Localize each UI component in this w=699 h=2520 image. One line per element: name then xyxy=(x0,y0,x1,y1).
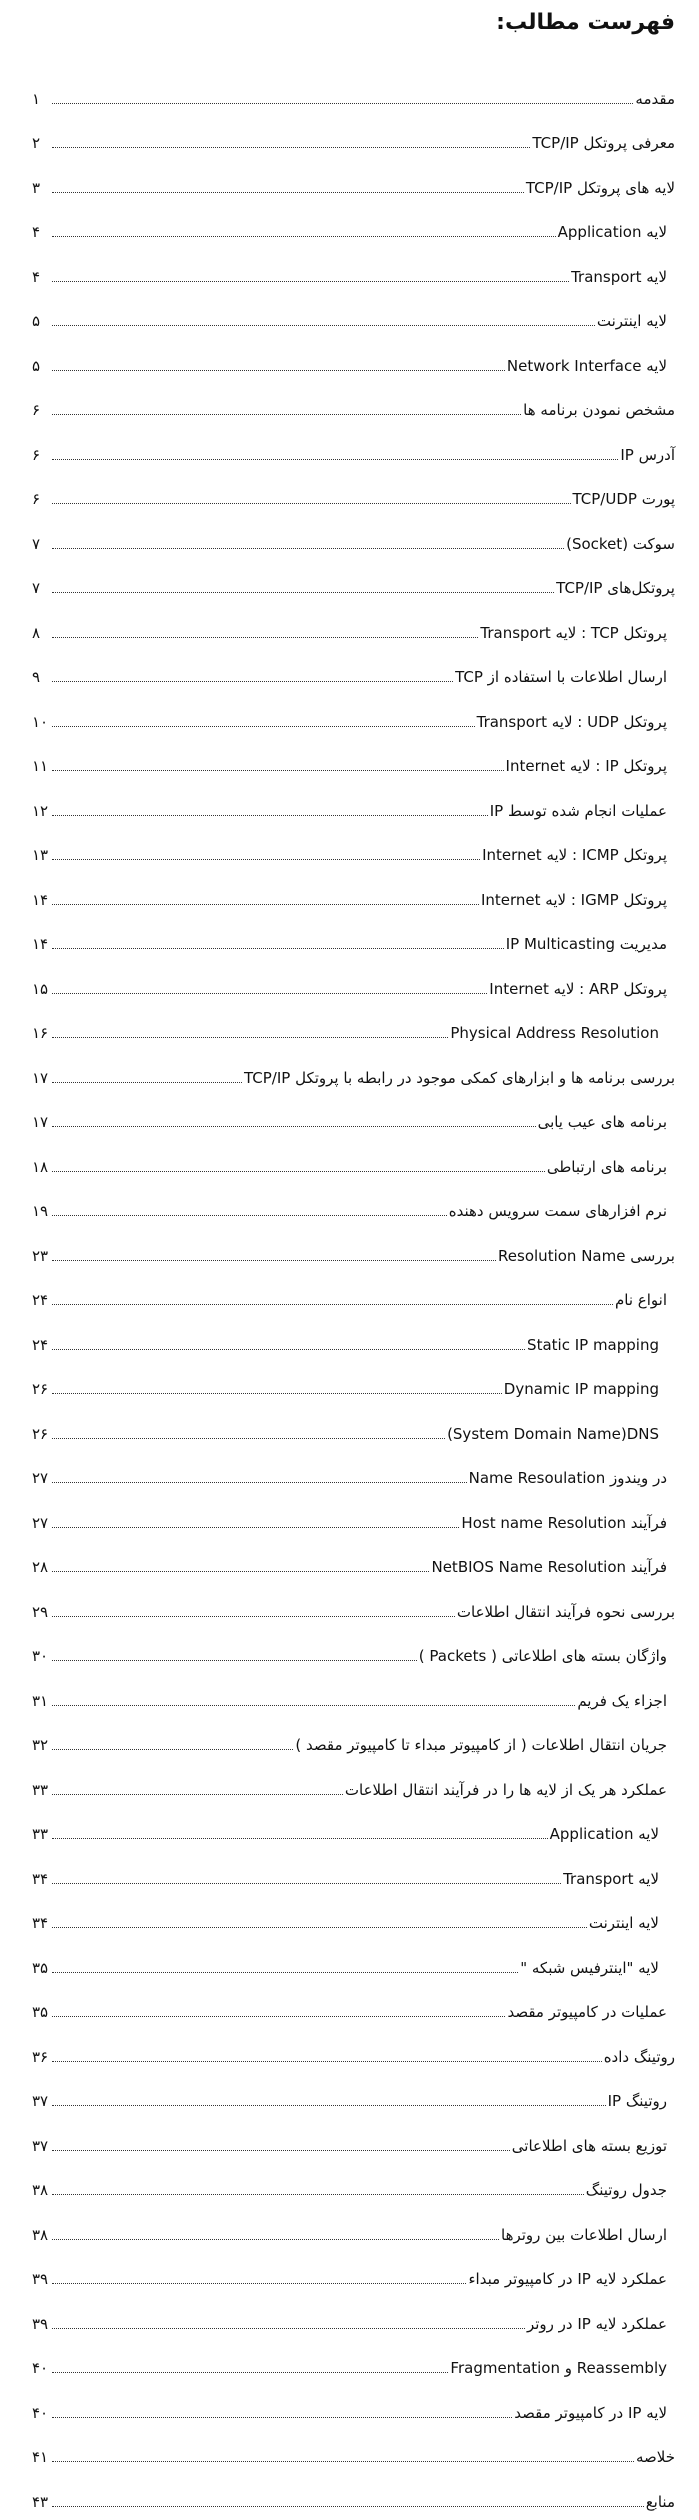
toc-entry-page-number: ۱۳ xyxy=(32,846,49,864)
dot-leader xyxy=(52,1883,561,1884)
toc-entry[interactable] xyxy=(32,695,675,740)
toc-entry-page-number: ۸ xyxy=(32,623,41,642)
dot-leader xyxy=(52,948,504,949)
dot-leader xyxy=(52,637,478,638)
toc-entry-page-number: ۱۶ xyxy=(32,1024,49,1042)
toc-entry[interactable] xyxy=(32,206,675,251)
toc-entry-page-number: ۳۴ xyxy=(32,1914,49,1932)
toc-entry-page-number: ۶ xyxy=(32,490,41,508)
toc-entry[interactable] xyxy=(32,2075,675,2120)
toc-entry[interactable] xyxy=(32,829,675,874)
toc-entry-page-number: ۱۷ xyxy=(32,1113,49,1131)
toc-entry[interactable] xyxy=(32,2431,675,2476)
toc-entry-page-number: ۳۸ xyxy=(32,2181,49,2199)
dot-leader xyxy=(52,503,571,504)
dot-leader xyxy=(52,1037,448,1038)
toc-list xyxy=(32,72,675,2520)
toc-entry-title: جریان انتقال اطلاعات ( از کامپیوتر مبداء تا کامپیوتر مقصد ) xyxy=(295,1736,667,1754)
dot-leader xyxy=(52,2506,644,2507)
toc-entry-page-number: ۲۹ xyxy=(32,1602,49,1621)
toc-entry-page-number: ۳۳ xyxy=(32,1825,49,1843)
toc-entry[interactable] xyxy=(32,784,675,829)
dot-leader xyxy=(52,1393,502,1394)
dot-leader xyxy=(52,1660,417,1661)
toc-entry-page-number: ۱۱ xyxy=(32,757,49,775)
toc-entry-title: واژگان بسته های اطلاعاتی ( Packets ) xyxy=(418,1647,667,1665)
toc-entry-page-number: ۲۳ xyxy=(32,1246,49,1265)
dot-leader xyxy=(52,1171,545,1172)
dot-leader xyxy=(52,236,556,237)
toc-entry[interactable] xyxy=(32,1007,675,1052)
dot-leader xyxy=(52,2372,448,2373)
toc-entry[interactable] xyxy=(32,740,675,785)
toc-entry-page-number: ۳۴ xyxy=(32,1869,49,1888)
toc-entry-page-number: ۴۱ xyxy=(32,2448,49,2466)
toc-entry-title: پروتکل ICMP : لایه Internet xyxy=(482,846,667,864)
toc-entry-title: پروتکل IP : لایه Internet xyxy=(505,757,667,775)
dot-leader xyxy=(52,1749,293,1750)
dot-leader xyxy=(52,2194,584,2195)
toc-entry-page-number: ۱۸ xyxy=(32,1157,49,1176)
toc-entry-page-number: ۲۴ xyxy=(32,1335,49,1354)
toc-entry[interactable] xyxy=(32,1407,675,1452)
toc-heading: فهرست مطالب: xyxy=(496,10,675,35)
toc-entry-page-number: ۳۹ xyxy=(32,2270,49,2288)
toc-entry-title: عملکرد هر یک از لایه ها را در فرآیند انتقال اطلاعات xyxy=(344,1780,667,1799)
dot-leader xyxy=(52,1082,242,1083)
toc-entry-page-number: ۱۹ xyxy=(32,1202,49,1220)
toc-entry-title: آدرس IP xyxy=(620,445,675,464)
toc-entry-title: عملکرد لایه IP در روتر xyxy=(526,2314,667,2333)
toc-entry-page-number: ۱۴ xyxy=(32,935,49,953)
dot-leader xyxy=(52,1438,445,1439)
dot-leader xyxy=(52,681,453,682)
dot-leader xyxy=(52,2417,512,2418)
toc-entry-page-number: ۲۶ xyxy=(32,1380,49,1398)
toc-entry-page-number: ۳۲ xyxy=(32,1736,49,1754)
dot-leader xyxy=(52,2150,510,2151)
toc-entry-page-number: ۶ xyxy=(32,445,41,464)
toc-entry-title: لایه Transport xyxy=(563,1869,659,1888)
toc-entry-page-number: ۲۷ xyxy=(32,1513,49,1532)
toc-entry-page-number: ۳۸ xyxy=(32,2225,49,2244)
toc-entry-title: معرفی پروتکل TCP/IP xyxy=(532,134,675,152)
toc-entry[interactable] xyxy=(32,1630,675,1675)
toc-entry-page-number: ۹ xyxy=(32,668,41,686)
dot-leader xyxy=(52,414,521,415)
toc-entry-title: روتینگ داده xyxy=(603,2047,675,2066)
toc-entry[interactable] xyxy=(32,1852,675,1897)
toc-entry-page-number: ۷ xyxy=(32,579,41,597)
dot-leader xyxy=(52,1571,429,1572)
toc-entry[interactable] xyxy=(32,962,675,1007)
toc-entry-page-number: ۷ xyxy=(32,534,41,553)
toc-entry[interactable] xyxy=(32,1763,675,1808)
toc-entry-page-number: ۳۹ xyxy=(32,2314,49,2333)
toc-entry[interactable] xyxy=(32,428,675,473)
toc-entry[interactable] xyxy=(32,161,675,206)
toc-entry-title: لایه Transport xyxy=(571,267,667,286)
toc-entry-title: لایه Application xyxy=(557,223,667,241)
toc-entry-page-number: ۲۸ xyxy=(32,1558,49,1576)
toc-entry-page-number: ۵ xyxy=(32,356,41,375)
dot-leader xyxy=(52,1705,575,1706)
toc-entry-title: اجزاء یک فریم xyxy=(577,1691,667,1710)
dot-leader xyxy=(52,281,569,282)
toc-entry-title: توزیع بسته های اطلاعاتی xyxy=(511,2136,667,2155)
toc-entry-page-number: ۲۶ xyxy=(32,1424,49,1443)
toc-entry-title: عملکرد لایه IP در کامپیوتر مبداء xyxy=(468,2270,667,2288)
toc-entry[interactable] xyxy=(32,517,675,562)
toc-entry[interactable] xyxy=(32,117,675,162)
dot-leader xyxy=(52,1927,587,1928)
toc-entry[interactable] xyxy=(32,2253,675,2298)
toc-entry-page-number: ۳۱ xyxy=(32,1691,49,1710)
toc-entry[interactable] xyxy=(32,2386,675,2431)
toc-entry-page-number: ۴ xyxy=(32,223,41,241)
toc-entry-title: مدیریت IP Multicasting xyxy=(505,935,667,953)
dot-leader xyxy=(52,2328,525,2329)
toc-entry-title: بررسی نحوه فرآیند انتقال اطلاعات xyxy=(456,1602,675,1621)
toc-entry[interactable] xyxy=(32,918,675,963)
toc-entry-title: لایه Network Interface xyxy=(506,356,667,375)
dot-leader xyxy=(52,726,475,727)
toc-entry[interactable] xyxy=(32,1318,675,1363)
toc-entry[interactable] xyxy=(32,873,675,918)
toc-entry[interactable] xyxy=(32,1674,675,1719)
dot-leader xyxy=(52,103,633,104)
dot-leader xyxy=(52,770,504,771)
toc-entry-title: پروتکل ARP : لایه Internet xyxy=(489,979,667,998)
toc-entry-page-number: ۲۴ xyxy=(32,1291,49,1309)
toc-entry[interactable] xyxy=(32,1096,675,1141)
dot-leader xyxy=(52,859,480,860)
dot-leader xyxy=(52,1260,496,1261)
toc-entry[interactable] xyxy=(32,1986,675,2031)
toc-entry[interactable] xyxy=(32,473,675,518)
toc-entry-page-number: ۱۴ xyxy=(32,890,49,909)
toc-entry-page-number: ۲ xyxy=(32,134,41,152)
toc-entry-page-number: ۴۰ xyxy=(32,2403,49,2422)
dot-leader xyxy=(52,2061,602,2062)
dot-leader xyxy=(52,2283,466,2284)
toc-entry-title: بررسی Resolution Name xyxy=(498,1246,675,1265)
toc-entry[interactable] xyxy=(32,2475,675,2520)
toc-entry-title: انواع نام xyxy=(614,1291,667,1309)
toc-entry[interactable] xyxy=(32,2030,675,2075)
toc-entry-page-number: ۴ xyxy=(32,267,41,286)
dot-leader xyxy=(52,370,505,371)
toc-entry[interactable] xyxy=(32,1051,675,1096)
dot-leader xyxy=(52,2461,634,2462)
toc-entry-title: مقدمه xyxy=(635,89,675,108)
toc-entry[interactable] xyxy=(32,2164,675,2209)
toc-entry[interactable] xyxy=(32,1363,675,1408)
toc-entry-title: Name Resoulation در ویندوز xyxy=(468,1469,667,1487)
toc-entry-page-number: ۳۵ xyxy=(32,2003,49,2021)
dot-leader xyxy=(52,1349,525,1350)
toc-entry-title: منابع xyxy=(645,2492,675,2511)
toc-entry-title: برنامه های ارتباطی xyxy=(546,1157,667,1176)
toc-entry-page-number: ۳۰ xyxy=(32,1647,49,1665)
toc-entry[interactable] xyxy=(32,250,675,295)
toc-entry-title: خلاصه xyxy=(635,2448,675,2466)
dot-leader xyxy=(52,459,618,460)
toc-entry[interactable] xyxy=(32,384,675,429)
toc-entry-title: پروتکل UDP : لایه Transport xyxy=(476,712,667,731)
toc-entry[interactable] xyxy=(32,1140,675,1185)
toc-entry[interactable] xyxy=(32,2342,675,2387)
toc-entry[interactable] xyxy=(32,1452,675,1497)
toc-entry-page-number: ۲۷ xyxy=(32,1469,49,1487)
dot-leader xyxy=(52,1527,459,1528)
toc-entry[interactable] xyxy=(32,606,675,651)
dot-leader xyxy=(52,904,479,905)
dot-leader xyxy=(52,993,487,994)
toc-entry-page-number: ۶ xyxy=(32,401,41,419)
toc-entry-page-number: ۳۵ xyxy=(32,1958,49,1977)
toc-entry-title: Dynamic IP mapping xyxy=(503,1380,659,1398)
dot-leader xyxy=(52,1304,613,1305)
toc-entry-title: برنامه های عیب یابی xyxy=(537,1113,667,1131)
toc-entry[interactable] xyxy=(32,2208,675,2253)
toc-entry-page-number: ۳۷ xyxy=(32,2136,49,2155)
dot-leader xyxy=(52,1838,548,1839)
toc-entry-page-number: ۱۰ xyxy=(32,712,49,731)
toc-entry[interactable] xyxy=(32,562,675,607)
dot-leader xyxy=(52,1794,343,1795)
toc-entry-page-number: ۱۷ xyxy=(32,1068,49,1087)
toc-entry-title: روتینگ IP xyxy=(607,2092,667,2110)
toc-entry[interactable] xyxy=(32,339,675,384)
toc-entry-title: پروتکل‌های TCP/IP xyxy=(556,579,675,597)
toc-entry-title: لایه "اینترفیس شبکه " xyxy=(520,1958,659,1977)
dot-leader xyxy=(52,147,530,148)
toc-entry[interactable] xyxy=(32,1541,675,1586)
dot-leader xyxy=(52,1126,536,1127)
toc-entry[interactable] xyxy=(32,1897,675,1942)
toc-entry-title: Physical Address Resolution xyxy=(450,1024,659,1042)
dot-leader xyxy=(52,325,595,326)
toc-entry-title: عملیات در کامپیوتر مقصد xyxy=(507,2003,667,2021)
toc-entry[interactable] xyxy=(32,295,675,340)
dot-leader xyxy=(52,2239,499,2240)
dot-leader xyxy=(52,1482,467,1483)
toc-entry-title: Fragmentation و Reassembly xyxy=(450,2359,667,2377)
toc-entry-title: مشخص نمودن برنامه ها xyxy=(523,401,675,419)
toc-entry-page-number: ۳۶ xyxy=(32,2047,49,2066)
toc-entry[interactable] xyxy=(32,1496,675,1541)
toc-entry[interactable] xyxy=(32,1585,675,1630)
toc-entry[interactable] xyxy=(32,1229,675,1274)
toc-entry-title: (System Domain Name)DNS xyxy=(447,1424,659,1443)
toc-entry-title: لایه های پروتکل TCP/IP xyxy=(525,178,675,197)
toc-entry-title: عملیات انجام شده توسط IP xyxy=(489,801,667,820)
toc-entry-title: Static IP mapping xyxy=(527,1335,659,1354)
toc-entry-page-number: ۱۲ xyxy=(32,801,49,820)
toc-entry-title: سوکت (Socket) xyxy=(566,534,675,553)
toc-entry-title: فرآیند NetBIOS Name Resolution xyxy=(431,1558,667,1576)
toc-entry-title: پروتکل TCP : لایه Transport xyxy=(480,623,667,642)
toc-entry-page-number: ۵ xyxy=(32,312,41,330)
toc-entry-title: لایه IP در کامپیوتر مقصد xyxy=(514,2403,667,2422)
toc-entry-page-number: ۴۳ xyxy=(32,2492,49,2511)
toc-entry-title: بررسی برنامه ها و ابزارهای کمکی موجود در رابطه با پروتکل TCP/IP xyxy=(244,1068,675,1087)
dot-leader xyxy=(52,192,524,193)
dot-leader xyxy=(52,1972,518,1973)
toc-entry-title: پروتکل IGMP : لایه Internet xyxy=(480,890,667,909)
toc-entry-title: لایه اینترنت xyxy=(588,1914,659,1932)
dot-leader xyxy=(52,1616,455,1617)
toc-entry[interactable] xyxy=(32,651,675,696)
toc-entry-title: لایه اینترنت xyxy=(596,312,667,330)
dot-leader xyxy=(52,1215,447,1216)
toc-entry[interactable] xyxy=(32,72,675,117)
toc-entry-title: پورت TCP/UDP xyxy=(572,490,675,508)
toc-entry[interactable] xyxy=(32,1185,675,1230)
toc-entry-page-number: ۱ xyxy=(32,89,41,108)
toc-entry[interactable] xyxy=(32,1274,675,1319)
dot-leader xyxy=(52,2016,505,2017)
toc-entry[interactable] xyxy=(32,2297,675,2342)
toc-entry-page-number: ۱۵ xyxy=(32,979,49,998)
toc-entry-page-number: ۳۳ xyxy=(32,1780,49,1799)
toc-entry-title: ارسال اطلاعات بین روترها xyxy=(501,2225,667,2244)
dot-leader xyxy=(52,548,564,549)
toc-entry-page-number: ۴۰ xyxy=(32,2359,49,2377)
dot-leader xyxy=(52,592,554,593)
toc-entry[interactable] xyxy=(32,2119,675,2164)
toc-entry-title: جدول روتینگ xyxy=(585,2181,667,2199)
toc-entry-title: فرآیند Host name Resolution xyxy=(461,1513,667,1532)
toc-entry-title: نرم افزارهای سمت سرویس دهنده xyxy=(448,1202,667,1220)
toc-entry[interactable] xyxy=(32,1941,675,1986)
toc-entry-page-number: ۳ xyxy=(32,178,41,197)
toc-entry-title: لایه Application xyxy=(549,1825,659,1843)
dot-leader xyxy=(52,2105,606,2106)
toc-entry[interactable] xyxy=(32,1808,675,1853)
dot-leader xyxy=(52,815,488,816)
toc-entry-title: ارسال اطلاعات با استفاده از TCP xyxy=(455,668,667,686)
toc-entry[interactable] xyxy=(32,1719,675,1764)
toc-entry-page-number: ۳۷ xyxy=(32,2092,49,2110)
